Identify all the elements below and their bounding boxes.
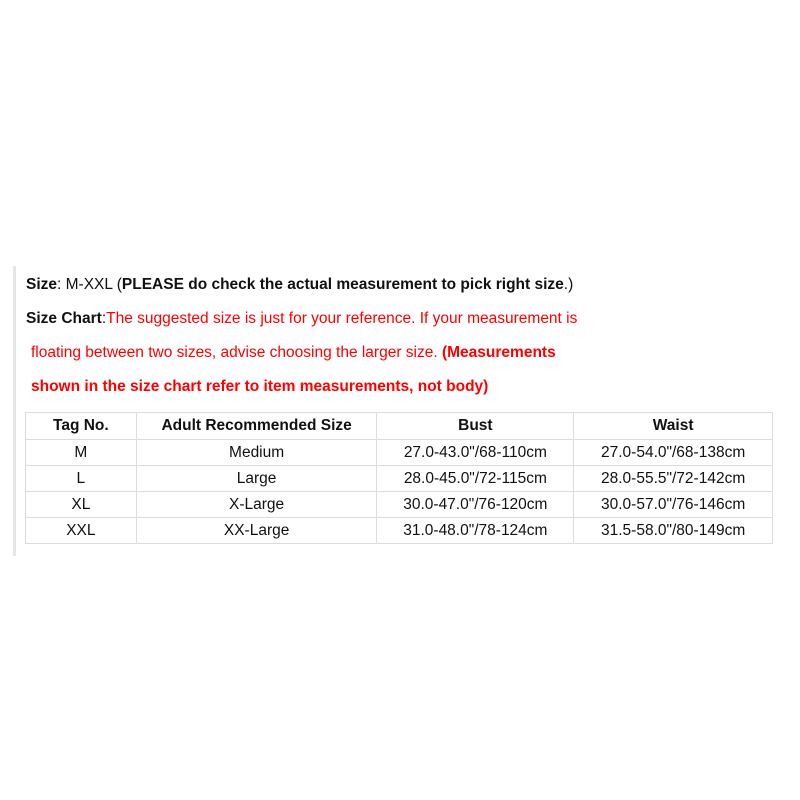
cell-tag: M: [26, 440, 137, 466]
size-table: [25, 412, 773, 544]
size-label: Size: [26, 276, 58, 293]
size-note: PLEASE do check the actual measurement to pick right size: [121, 276, 564, 293]
size-note-close: .): [563, 276, 574, 293]
cell-tag: XXL: [26, 518, 137, 544]
cell-tag: L: [26, 466, 137, 492]
table-header-row: [26, 413, 773, 440]
measurement-note-2: shown in the size chart refer to item measurements, not body): [31, 378, 489, 395]
header-tag-no: Tag No.: [26, 413, 137, 440]
size-chart-line: [26, 310, 577, 327]
size-chart-text-2: floating between two sizes, advise choosing the larger size.: [31, 344, 442, 361]
cell-size: X-Large: [136, 492, 377, 518]
cell-size: Medium: [136, 440, 377, 466]
size-colon: :: [57, 276, 66, 293]
size-chart-line-2: [31, 344, 556, 361]
header-bust: Bust: [377, 413, 574, 440]
table-row: [26, 440, 773, 466]
size-chart-line-3: [31, 378, 488, 395]
size-chart-text-1: The suggested size is just for your reference. If your measurement is: [106, 310, 578, 327]
cell-waist: 28.0-55.5"/72-142cm: [574, 466, 773, 492]
cell-size: Large: [136, 466, 377, 492]
measurement-note-1: (Measurements: [441, 344, 556, 361]
header-adult-size: Adult Recommended Size: [136, 413, 377, 440]
table-row: [26, 466, 773, 492]
cell-waist: 30.0-57.0"/76-146cm: [574, 492, 773, 518]
cell-waist: 27.0-54.0"/68-138cm: [574, 440, 773, 466]
size-info-panel: [13, 266, 775, 556]
cell-bust: 27.0-43.0"/68-110cm: [377, 440, 574, 466]
size-chart-colon: :: [101, 310, 107, 327]
cell-size: XX-Large: [136, 518, 377, 544]
size-value: M-XXL: [65, 276, 113, 293]
cell-bust: 30.0-47.0"/76-120cm: [377, 492, 574, 518]
size-open-paren: (: [112, 276, 122, 293]
cell-tag: XL: [26, 492, 137, 518]
table-row: [26, 492, 773, 518]
cell-waist: 31.5-58.0"/80-149cm: [574, 518, 773, 544]
cell-bust: 28.0-45.0"/72-115cm: [377, 466, 574, 492]
table-row: [26, 518, 773, 544]
size-line: [26, 276, 573, 293]
header-waist: Waist: [574, 413, 773, 440]
cell-bust: 31.0-48.0"/78-124cm: [377, 518, 574, 544]
size-chart-label: Size Chart: [26, 310, 102, 327]
